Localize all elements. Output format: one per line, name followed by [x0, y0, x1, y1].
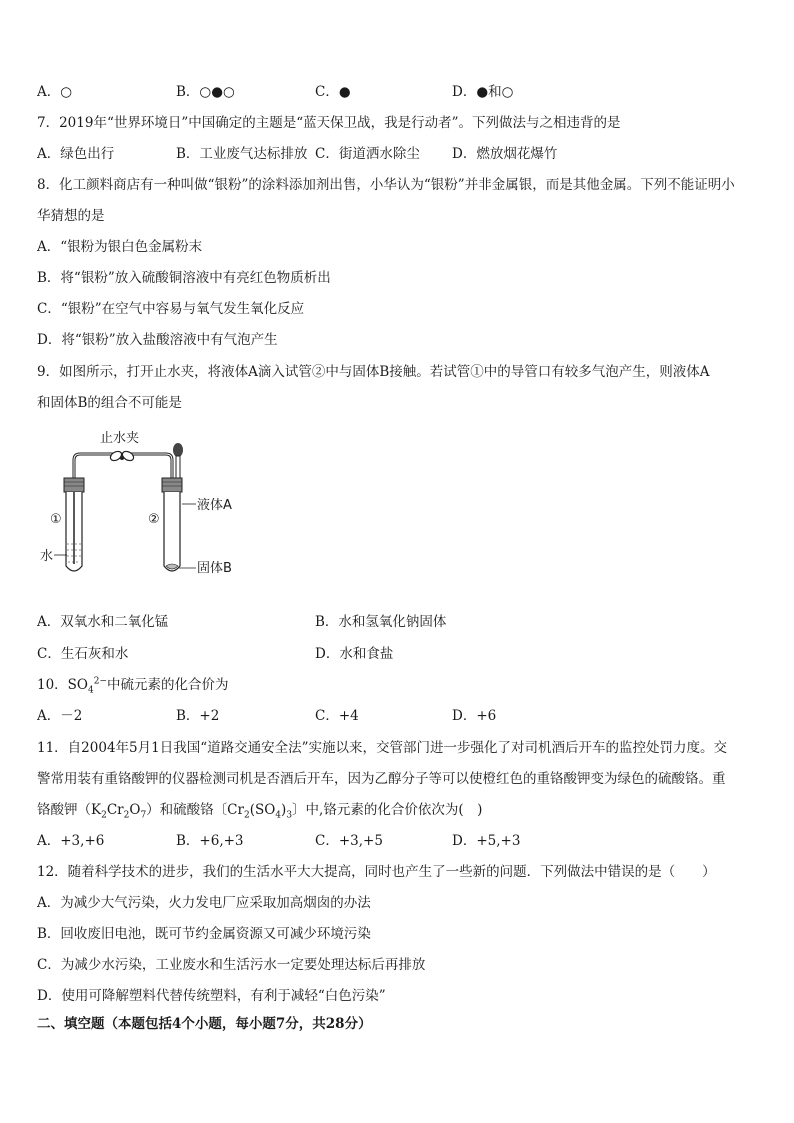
q8-option-b: B．将“银粉”放入硫酸铜溶液中有亮红色物质析出 [37, 270, 331, 286]
q11-stem-line1: 11．自2004年5月1日我国“道路交通安全法”实施以来，交管部门进一步强化了对司机酒后开车的监控处罚力度。交 [37, 740, 728, 756]
q8-option-c: C．“银粉”在空气中容易与氧气发生氧化反应 [37, 301, 305, 317]
q9-stem-line1: 9．如图所示，打开止水夹，将液体A滴入试管②中与固体B接触。若试管①中的导管口有较多气泡产生，则液体A [37, 364, 710, 380]
q8-option-a: A．“银粉为银白色金属粉末 [37, 239, 203, 255]
q7-option-d: D．燃放烟花爆竹 [452, 146, 558, 162]
q12-option-c: C．为减少水污染，工业废水和生活污水一定要处理达标后再排放 [37, 957, 426, 973]
q6-option-a: A．○ [37, 84, 73, 100]
q8-option-d: D．将“银粉”放入盐酸溶液中有气泡产生 [37, 332, 278, 348]
q12-stem: 12．随着科学技术的进步，我们的生活水平大大提高，同时也产生了一些新的问题．下列做法中错误的是（ ） [37, 864, 716, 880]
q8-stem-line2: 华猜想的是 [37, 208, 105, 224]
q9-option-b: B．水和氢氧化钠固体 [315, 614, 447, 630]
q11-option-c: C．+3,+5 [315, 833, 383, 849]
test-tube-2 [162, 478, 182, 571]
q12-option-b: B．回收废旧电池，既可节约金属资源又可减少环境污染 [37, 926, 371, 942]
q11-stem-line3: 铬酸钾$(K_2Cr_2O_7)$和硫酸铬〔$Cr_2(SO_4)_3$〕中,铬元素的化合价依次为( ) [37, 802, 483, 821]
q7-stem: 7．2019年“世界环境日”中国确定的主题是“蓝天保卫战，我是行动者”。下列做法与之相违背的是 [37, 115, 621, 131]
solid-b-label: 固体B [197, 561, 232, 576]
apparatus-diagram [36, 430, 266, 590]
q9-option-c: C．生石灰和水 [37, 646, 129, 662]
q9-option-a: A．双氧水和二氧化锰 [37, 614, 169, 630]
q12-option-d: D．使用可降解塑料代替传统塑料，有利于减轻“白色污染” [37, 988, 386, 1004]
q7-option-c: C．街道洒水除尘 [315, 146, 420, 162]
section-2-heading: 二、填空题（本题包括4个小题，每小题7分，共28分） [37, 1016, 372, 1032]
q6-option-c: C．● [315, 84, 351, 100]
clamp-label: 止水夹 [100, 431, 140, 446]
q10-option-d: D．+6 [452, 708, 497, 724]
q7-option-a: A．绿色出行 [37, 146, 115, 162]
q11-stem-line2: 警常用装有重铬酸钾的仪器检测司机是否酒后开车，因为乙醇分子等可以使橙红色的重铬酸钾变为绿色的硫酸铬。重 [37, 771, 726, 787]
q10-stem: 10．$SO_4^{2-}$中硫元素的化合价为 [37, 676, 229, 696]
q7-option-b: B．工业废气达标排放 [176, 146, 308, 162]
q8-stem-line1: 8．化工颜料商店有一种叫做“银粉”的涂料添加剂出售，小华认为“银粉”并非金属银，而是其他金属。下列不能证明小 [37, 177, 735, 193]
q12-option-a: A．为减少大气污染，火力发电厂应采取加高烟囱的办法 [37, 895, 371, 911]
q10-option-a: A．－2 [37, 708, 83, 724]
liquid-a-label: 液体A [197, 498, 232, 513]
q6-option-b: B．○●○ [176, 84, 235, 100]
q10-option-b: B．+2 [176, 708, 220, 724]
q11-option-d: D．+5,+3 [452, 833, 521, 849]
test-tube-1 [64, 478, 84, 571]
tube-1-label: ① [50, 512, 62, 527]
q9-option-d: D．水和食盐 [315, 646, 394, 662]
q9-stem-line2: 和固体B的组合不可能是 [37, 395, 182, 411]
water-label: 水 [40, 549, 54, 564]
tube-2-label: ② [148, 512, 160, 527]
clamp-icon [109, 450, 135, 463]
q11-option-a: A．+3,+6 [37, 833, 105, 849]
q10-option-c: C．+4 [315, 708, 359, 724]
q6-option-d: D．●和○ [452, 84, 514, 100]
q11-option-b: B．+6,+3 [176, 833, 244, 849]
